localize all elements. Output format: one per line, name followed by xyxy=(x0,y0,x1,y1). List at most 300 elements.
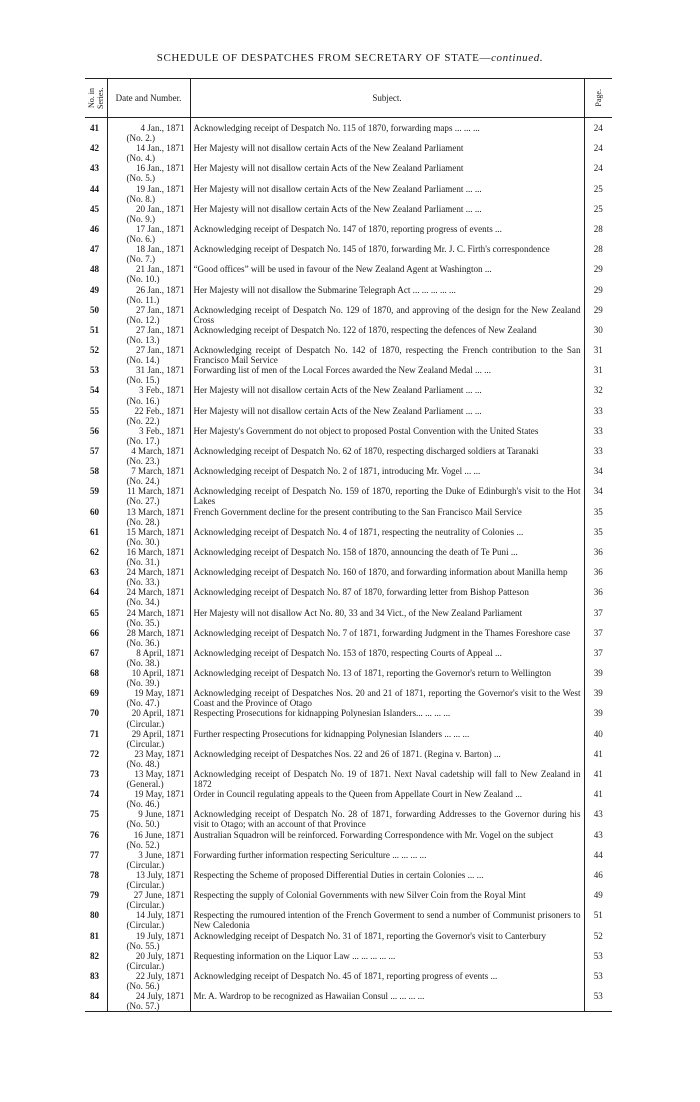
despatch-date: 8 April, 1871 xyxy=(136,647,185,658)
despatch-number: (Circular.) xyxy=(126,880,165,891)
despatch-subject: Mr. A. Wardrop to be recognized as Hawaiian Consul ... ... ... ... xyxy=(190,991,584,1012)
date-and-number xyxy=(107,365,190,385)
despatch-date: 27 Jan., 1871 xyxy=(136,345,185,356)
despatch-subject: Her Majesty's Government do not object to proposed Postal Convention with the United States xyxy=(190,426,584,446)
series-number: 75 xyxy=(90,809,100,820)
despatch-number: (No. 7.) xyxy=(126,254,156,265)
page-number: 36 xyxy=(584,567,612,587)
page-number: 32 xyxy=(584,385,612,405)
date-and-number xyxy=(107,547,190,567)
despatch-number: (No. 35.) xyxy=(126,617,160,628)
despatch-date: 20 April, 1871 xyxy=(131,708,185,719)
table-body xyxy=(85,118,612,1012)
table-row xyxy=(85,466,612,486)
table-row xyxy=(85,264,612,284)
despatch-subject: Acknowledging receipt of Despatch No. 87 of 1870, forwarding letter from Bishop Patteson xyxy=(190,587,584,607)
page-number: 39 xyxy=(584,688,612,708)
despatch-subject: Acknowledging receipt of Despatch No. 13 of 1871, reporting the Governor's return to Wellington xyxy=(190,668,584,688)
despatch-subject: Acknowledging receipt of Despatch No. 160 of 1870, and forwarding information about Manilla hemp xyxy=(190,567,584,587)
despatch-number: (No. 48.) xyxy=(126,758,160,769)
series-number: 78 xyxy=(90,869,100,880)
page-number: 41 xyxy=(584,749,612,769)
despatch-number: (No. 14.) xyxy=(126,355,160,366)
despatch-date: 27 Jan., 1871 xyxy=(136,324,185,335)
date-and-number xyxy=(107,688,190,708)
date-and-number xyxy=(107,910,190,930)
page-number: 25 xyxy=(584,204,612,224)
despatch-subject: Acknowledging receipt of Despatch No. 159 of 1870, reporting the Duke of Edinburgh's visit to the Hot Lakes xyxy=(190,486,584,506)
table-row xyxy=(85,244,612,264)
despatch-number: (No. 47.) xyxy=(126,698,160,709)
page-number: 44 xyxy=(584,850,612,870)
page-number: 39 xyxy=(584,668,612,688)
despatch-subject: Acknowledging receipt of Despatch No. 145 of 1870, forwarding Mr. J. C. Firth's correspondence xyxy=(190,244,584,264)
despatch-number: (No. 55.) xyxy=(126,940,160,951)
despatch-number: (No. 39.) xyxy=(126,678,160,689)
column-header-subject: Subject. xyxy=(190,79,584,118)
table-row xyxy=(85,325,612,345)
despatch-subject: Forwarding list of men of the Local Forces awarded the New Zealand Medal ... ... xyxy=(190,365,584,385)
page-number: 35 xyxy=(584,527,612,547)
table-row xyxy=(85,285,612,305)
despatch-number: (No. 11.) xyxy=(126,294,160,305)
date-and-number xyxy=(107,850,190,870)
despatch-date: 9 June, 1871 xyxy=(138,809,185,820)
page-title-text: SCHEDULE OF DESPATCHES FROM SECRETARY OF STATE— xyxy=(156,52,492,64)
despatch-number: (Circular.) xyxy=(126,859,165,870)
table-row xyxy=(85,991,612,1012)
despatch-number: (No. 22.) xyxy=(126,415,160,426)
date-and-number xyxy=(107,729,190,749)
page-number: 41 xyxy=(584,789,612,809)
despatch-number: (No. 28.) xyxy=(126,516,160,527)
page-number: 33 xyxy=(584,426,612,446)
page-number: 24 xyxy=(584,163,612,183)
despatch-date: 26 Jan., 1871 xyxy=(136,284,185,295)
despatch-number: (No. 9.) xyxy=(126,213,156,224)
date-and-number xyxy=(107,931,190,951)
series-number: 74 xyxy=(90,789,100,800)
despatch-number: (No. 15.) xyxy=(126,375,160,386)
despatch-date: 14 Jan., 1871 xyxy=(136,143,185,154)
date-and-number xyxy=(107,123,190,143)
despatch-date: 14 July, 1871 xyxy=(135,910,185,921)
despatch-subject: Acknowledging receipt of Despatch No. 153 of 1870, respecting Courts of Appeal ... xyxy=(190,648,584,668)
despatch-number: (No. 38.) xyxy=(126,657,160,668)
despatch-date: 20 July, 1871 xyxy=(135,950,185,961)
series-number: 58 xyxy=(90,466,100,477)
table-row xyxy=(85,951,612,971)
date-and-number xyxy=(107,486,190,506)
series-number: 43 xyxy=(90,163,100,174)
table-row xyxy=(85,587,612,607)
column-header-page: Page. xyxy=(584,79,612,118)
page-number: 30 xyxy=(584,325,612,345)
page-number: 41 xyxy=(584,769,612,789)
series-number: 81 xyxy=(90,930,100,941)
page-number: 31 xyxy=(584,365,612,385)
despatch-number: (No. 34.) xyxy=(126,597,160,608)
date-and-number xyxy=(107,305,190,325)
despatch-number: (Circular.) xyxy=(126,738,165,749)
table-row xyxy=(85,870,612,890)
despatch-number: (No. 10.) xyxy=(126,274,160,285)
despatch-number: (No. 8.) xyxy=(126,193,156,204)
table-row xyxy=(85,749,612,769)
despatch-number: (No. 56.) xyxy=(126,980,160,991)
despatch-subject: Her Majesty will not disallow certain Acts of the New Zealand Parliament xyxy=(190,163,584,183)
date-and-number xyxy=(107,890,190,910)
despatch-date: 10 April, 1871 xyxy=(131,668,185,679)
despatch-subject: Acknowledging receipt of Despatch No. 28 of 1871, forwarding Addresses to the Governor during his visit to Otago; with an account of that Province xyxy=(190,809,584,829)
table-row xyxy=(85,971,612,991)
despatch-date: 18 Jan., 1871 xyxy=(136,244,185,255)
despatch-date: 15 March, 1871 xyxy=(126,526,185,537)
page-number: 33 xyxy=(584,406,612,426)
despatch-date: 31 Jan., 1871 xyxy=(136,365,185,376)
date-and-number xyxy=(107,587,190,607)
table-row xyxy=(85,406,612,426)
despatch-date: 13 July, 1871 xyxy=(135,869,185,880)
date-and-number xyxy=(107,264,190,284)
page-title xyxy=(0,52,700,64)
despatch-subject: Requesting information on the Liquor Law ... ... ... ... ... xyxy=(190,951,584,971)
page-number: 53 xyxy=(584,971,612,991)
page-number: 43 xyxy=(584,809,612,829)
despatch-number: (No. 52.) xyxy=(126,839,160,850)
series-number: 73 xyxy=(90,769,100,779)
page-number: 24 xyxy=(584,143,612,163)
date-and-number xyxy=(107,224,190,244)
date-and-number xyxy=(107,830,190,850)
despatch-subject: Her Majesty will not disallow certain Acts of the New Zealand Parliament ... ... xyxy=(190,385,584,405)
date-and-number xyxy=(107,708,190,728)
series-number: 41 xyxy=(90,123,100,133)
page-number: 34 xyxy=(584,466,612,486)
date-and-number xyxy=(107,951,190,971)
page-number: 35 xyxy=(584,507,612,527)
despatch-number: (Circular.) xyxy=(126,920,165,931)
page-number: 34 xyxy=(584,486,612,506)
series-number: 84 xyxy=(85,991,107,1012)
table-row xyxy=(85,426,612,446)
despatch-number: (No. 31.) xyxy=(126,557,160,568)
date-and-number xyxy=(107,244,190,264)
page-number: 29 xyxy=(584,305,612,325)
date-and-number xyxy=(107,426,190,446)
despatch-subject: Acknowledging receipt of Despatch No. 4 of 1871, respecting the neutrality of Colonies ... xyxy=(190,527,584,547)
date-and-number xyxy=(107,769,190,789)
page-number: 39 xyxy=(584,708,612,728)
series-number: 80 xyxy=(90,910,100,921)
despatch-subject: Her Majesty will not disallow certain Acts of the New Zealand Parliament xyxy=(190,143,584,163)
despatch-date: 13 May, 1871 xyxy=(134,769,185,779)
despatch-number: (No. 36.) xyxy=(126,637,160,648)
table-row xyxy=(85,446,612,466)
despatch-subject: Australian Squadron will be reinforced. Forwarding Correspondence with Mr. Vogel on the subject xyxy=(190,830,584,850)
despatch-date: 3 June, 1871 xyxy=(138,849,185,860)
despatch-number: (General.) xyxy=(126,779,164,790)
table-row xyxy=(85,163,612,183)
series-number: 77 xyxy=(90,849,100,860)
date-and-number xyxy=(107,991,190,1012)
despatch-number: (No. 24.) xyxy=(126,476,160,487)
despatch-number: (No. 27.) xyxy=(126,496,160,507)
despatch-date: 16 Jan., 1871 xyxy=(136,163,185,174)
despatch-subject: Acknowledging receipt of Despatch No. 147 of 1870, reporting progress of events ... xyxy=(190,224,584,244)
series-number: 60 xyxy=(90,506,100,517)
despatch-subject: Acknowledging receipt of Despatch No. 2 of 1871, introducing Mr. Vogel ... ... xyxy=(190,466,584,486)
table-row xyxy=(85,648,612,668)
date-and-number xyxy=(107,668,190,688)
despatch-date: 13 March, 1871 xyxy=(126,506,185,517)
series-number: 83 xyxy=(90,970,100,981)
series-number: 69 xyxy=(90,688,100,699)
series-number: 65 xyxy=(90,607,100,618)
page-number: 52 xyxy=(584,931,612,951)
page-number: 28 xyxy=(584,224,612,244)
table-row xyxy=(85,668,612,688)
despatch-subject: Acknowledging receipt of Despatch No. 129 of 1870, and approving of the design for the New Zealand Cross xyxy=(190,305,584,325)
despatch-date: 27 Jan., 1871 xyxy=(136,304,185,315)
page-number: 36 xyxy=(584,547,612,567)
table-row xyxy=(85,305,612,325)
despatch-date: 24 March, 1871 xyxy=(126,567,185,578)
series-number: 79 xyxy=(90,890,100,901)
series-number: 71 xyxy=(90,728,100,739)
series-number: 67 xyxy=(90,647,100,658)
despatch-subject: Acknowledging receipt of Despatch No. 158 of 1870, announcing the death of Te Puni ... xyxy=(190,547,584,567)
despatch-date: 11 March, 1871 xyxy=(127,486,185,497)
despatch-date: 28 March, 1871 xyxy=(126,627,185,638)
despatch-date: 19 May, 1871 xyxy=(134,688,185,699)
table-row xyxy=(85,567,612,587)
page-number: 53 xyxy=(584,991,612,1012)
page-title-continued: continued. xyxy=(491,52,544,64)
date-and-number xyxy=(107,648,190,668)
table-header xyxy=(85,79,612,118)
table-row xyxy=(85,708,612,728)
page-number: 53 xyxy=(584,951,612,971)
despatch-subject: Acknowledging receipt of Despatch No. 62 of 1870, respecting discharged soldiers at Taranaki xyxy=(190,446,584,466)
despatch-subject: Acknowledging receipt of Despatch No. 31 of 1871, reporting the Governor's visit to Canterbury xyxy=(190,931,584,951)
page-number: 37 xyxy=(584,608,612,628)
page-number: 49 xyxy=(584,890,612,910)
date-and-number xyxy=(107,527,190,547)
page-number: 33 xyxy=(584,446,612,466)
despatch-subject: Her Majesty will not disallow certain Acts of the New Zealand Parliament ... ... xyxy=(190,184,584,204)
series-number: 63 xyxy=(90,567,100,578)
table-row xyxy=(85,224,612,244)
series-number: 68 xyxy=(90,668,100,679)
despatch-date: 27 June, 1871 xyxy=(133,890,185,901)
despatch-date: 24 July, 1871 xyxy=(135,991,185,1002)
despatch-date: 16 March, 1871 xyxy=(126,546,185,557)
date-and-number xyxy=(107,628,190,648)
page-number: 51 xyxy=(584,910,612,930)
date-and-number xyxy=(107,870,190,890)
series-number: 72 xyxy=(90,748,100,759)
despatch-date: 24 March, 1871 xyxy=(126,607,185,618)
despatch-date: 4 March, 1871 xyxy=(131,446,185,456)
column-header-date: Date and Number. xyxy=(107,79,190,118)
despatch-subject: Further respecting Prosecutions for kidnapping Polynesian Islanders ... ... ... xyxy=(190,729,584,749)
date-and-number xyxy=(107,345,190,365)
table-row xyxy=(85,345,612,365)
series-number: 61 xyxy=(90,526,100,537)
despatch-subject: “Good offices” will be used in favour of the New Zealand Agent at Washington ... xyxy=(190,264,584,284)
date-and-number xyxy=(107,608,190,628)
table-row xyxy=(85,204,612,224)
despatch-date: 7 March, 1871 xyxy=(131,466,185,477)
date-and-number xyxy=(107,971,190,991)
despatch-number: (No. 17.) xyxy=(126,435,160,446)
despatch-schedule-table xyxy=(85,78,612,1012)
despatch-date: 22 Feb., 1871 xyxy=(134,405,185,416)
table-row xyxy=(85,608,612,628)
series-number: 70 xyxy=(90,708,100,719)
series-number: 64 xyxy=(90,587,100,598)
despatch-date: 23 May, 1871 xyxy=(134,748,185,759)
date-and-number xyxy=(107,567,190,587)
page-number: 24 xyxy=(584,123,612,143)
table-row xyxy=(85,830,612,850)
page-number: 31 xyxy=(584,345,612,365)
table-row xyxy=(85,143,612,163)
despatch-subject: Acknowledging receipt of Despatches Nos. 22 and 26 of 1871. (Regina v. Barton) ... xyxy=(190,749,584,769)
despatch-subject: Her Majesty will not disallow certain Acts of the New Zealand Parliament ... ... xyxy=(190,406,584,426)
despatch-subject: Acknowledging receipt of Despatch No. 142 of 1870, respecting the French contribution to the San Francisco Mail Service xyxy=(190,345,584,365)
despatch-number: (No. 5.) xyxy=(126,173,156,184)
date-and-number xyxy=(107,184,190,204)
series-number: 55 xyxy=(90,405,100,416)
despatch-subject: Acknowledging receipt of Despatch No. 115 of 1870, forwarding maps ... ... ... xyxy=(190,123,584,143)
despatch-subject: Her Majesty will not disallow Act No. 80, 33 and 34 Vict., of the New Zealand Parliament xyxy=(190,608,584,628)
date-and-number xyxy=(107,446,190,466)
table-row xyxy=(85,789,612,809)
page-number: 40 xyxy=(584,729,612,749)
despatch-number: (No. 23.) xyxy=(126,456,160,467)
table-row xyxy=(85,729,612,749)
series-number: 82 xyxy=(90,950,100,961)
date-and-number xyxy=(107,466,190,486)
despatch-subject: Acknowledging receipt of Despatch No. 122 of 1870, respecting the defences of New Zealand xyxy=(190,325,584,345)
despatch-subject: Respecting the Scheme of proposed Differential Duties in certain Colonies ... ... xyxy=(190,870,584,890)
table-row xyxy=(85,931,612,951)
despatch-subject: Respecting the supply of Colonial Governments with new Silver Coin from the Royal Mint xyxy=(190,890,584,910)
table-row xyxy=(85,365,612,385)
despatch-date: 16 June, 1871 xyxy=(133,829,185,840)
despatch-date: 3 Feb., 1871 xyxy=(139,425,185,436)
despatch-date: 19 Jan., 1871 xyxy=(136,183,185,194)
series-number: 56 xyxy=(90,425,100,436)
despatch-number: (No. 12.) xyxy=(126,314,160,325)
date-and-number xyxy=(107,507,190,527)
table-row xyxy=(85,527,612,547)
despatch-date: 21 Jan., 1871 xyxy=(136,264,185,275)
series-number: 46 xyxy=(90,223,100,234)
date-and-number xyxy=(107,285,190,305)
page-number: 46 xyxy=(584,870,612,890)
despatch-number: (No. 57.) xyxy=(126,1001,160,1012)
despatch-subject: Acknowledging receipt of Despatches Nos. 20 and 21 of 1871, reporting the Governor's visit to the West Coast and the Province of Otago xyxy=(190,688,584,708)
despatch-date: 29 April, 1871 xyxy=(131,728,185,739)
despatch-subject: Order in Council regulating appeals to the Queen from Appellate Court in New Zealand ... xyxy=(190,789,584,809)
date-and-number xyxy=(107,325,190,345)
series-number: 66 xyxy=(90,627,100,638)
despatch-number: (Circular.) xyxy=(126,718,165,729)
despatch-number: (No. 33.) xyxy=(126,577,160,588)
despatch-subject: French Government decline for the present contributing to the San Francisco Mail Service xyxy=(190,507,584,527)
page-number: 29 xyxy=(584,285,612,305)
series-number: 59 xyxy=(90,486,100,497)
table-row xyxy=(85,809,612,829)
despatch-subject: Her Majesty will not disallow certain Acts of the New Zealand Parliament ... ... xyxy=(190,204,584,224)
table-row xyxy=(85,688,612,708)
date-and-number xyxy=(107,163,190,183)
table-row xyxy=(85,769,612,789)
date-and-number xyxy=(107,789,190,809)
table-row xyxy=(85,385,612,405)
table-row xyxy=(85,486,612,506)
date-and-number xyxy=(107,809,190,829)
series-number: 50 xyxy=(90,304,100,315)
despatch-date: 4 Jan., 1871 xyxy=(140,123,185,133)
despatch-date: 17 Jan., 1871 xyxy=(136,223,185,234)
series-number: 57 xyxy=(90,446,100,456)
despatch-number: (No. 30.) xyxy=(126,536,160,547)
page-number: 37 xyxy=(584,628,612,648)
despatch-date: 22 July, 1871 xyxy=(135,970,185,981)
despatch-number: (No. 16.) xyxy=(126,395,160,406)
column-header-no: No. in Series. xyxy=(85,79,107,118)
despatch-number: (Circular.) xyxy=(126,900,165,911)
table-row xyxy=(85,507,612,527)
table-row xyxy=(85,890,612,910)
page-number: 29 xyxy=(584,264,612,284)
despatch-subject: Respecting the rumoured intention of the French Goverment to send a number of Communist prisoners to New Caledonia xyxy=(190,910,584,930)
despatch-number: (No. 4.) xyxy=(126,153,156,164)
despatch-date: 20 Jan., 1871 xyxy=(136,203,185,214)
despatch-number: (Circular.) xyxy=(126,960,165,971)
series-number: 49 xyxy=(90,284,100,295)
table-row xyxy=(85,184,612,204)
table-row xyxy=(85,123,612,143)
series-number: 44 xyxy=(90,183,100,194)
date-and-number xyxy=(107,204,190,224)
page-number: 28 xyxy=(584,244,612,264)
despatch-subject: Forwarding further information respecting Sericulture ... ... ... ... xyxy=(190,850,584,870)
series-number: 62 xyxy=(90,546,100,557)
series-number: 54 xyxy=(90,385,100,396)
page-number: 37 xyxy=(584,648,612,668)
despatch-subject: Acknowledging receipt of Despatch No. 19 of 1871. Next Naval cadetship will fall to New Zealand in 1872 xyxy=(190,769,584,789)
despatch-number: (No. 13.) xyxy=(126,334,160,345)
despatch-date: 19 May, 1871 xyxy=(134,789,185,800)
page-number: 25 xyxy=(584,184,612,204)
table-row xyxy=(85,910,612,930)
date-and-number xyxy=(107,749,190,769)
despatch-date: 19 July, 1871 xyxy=(135,930,185,941)
series-number: 52 xyxy=(90,345,100,356)
series-number: 42 xyxy=(90,143,100,154)
despatch-subject: Acknowledging receipt of Despatch No. 7 of 1871, forwarding Judgment in the Thames Foreshore case xyxy=(190,628,584,648)
date-and-number xyxy=(107,406,190,426)
date-and-number xyxy=(107,143,190,163)
series-number: 53 xyxy=(90,365,100,376)
despatch-date: 24 March, 1871 xyxy=(126,587,185,598)
series-number: 45 xyxy=(90,203,100,214)
